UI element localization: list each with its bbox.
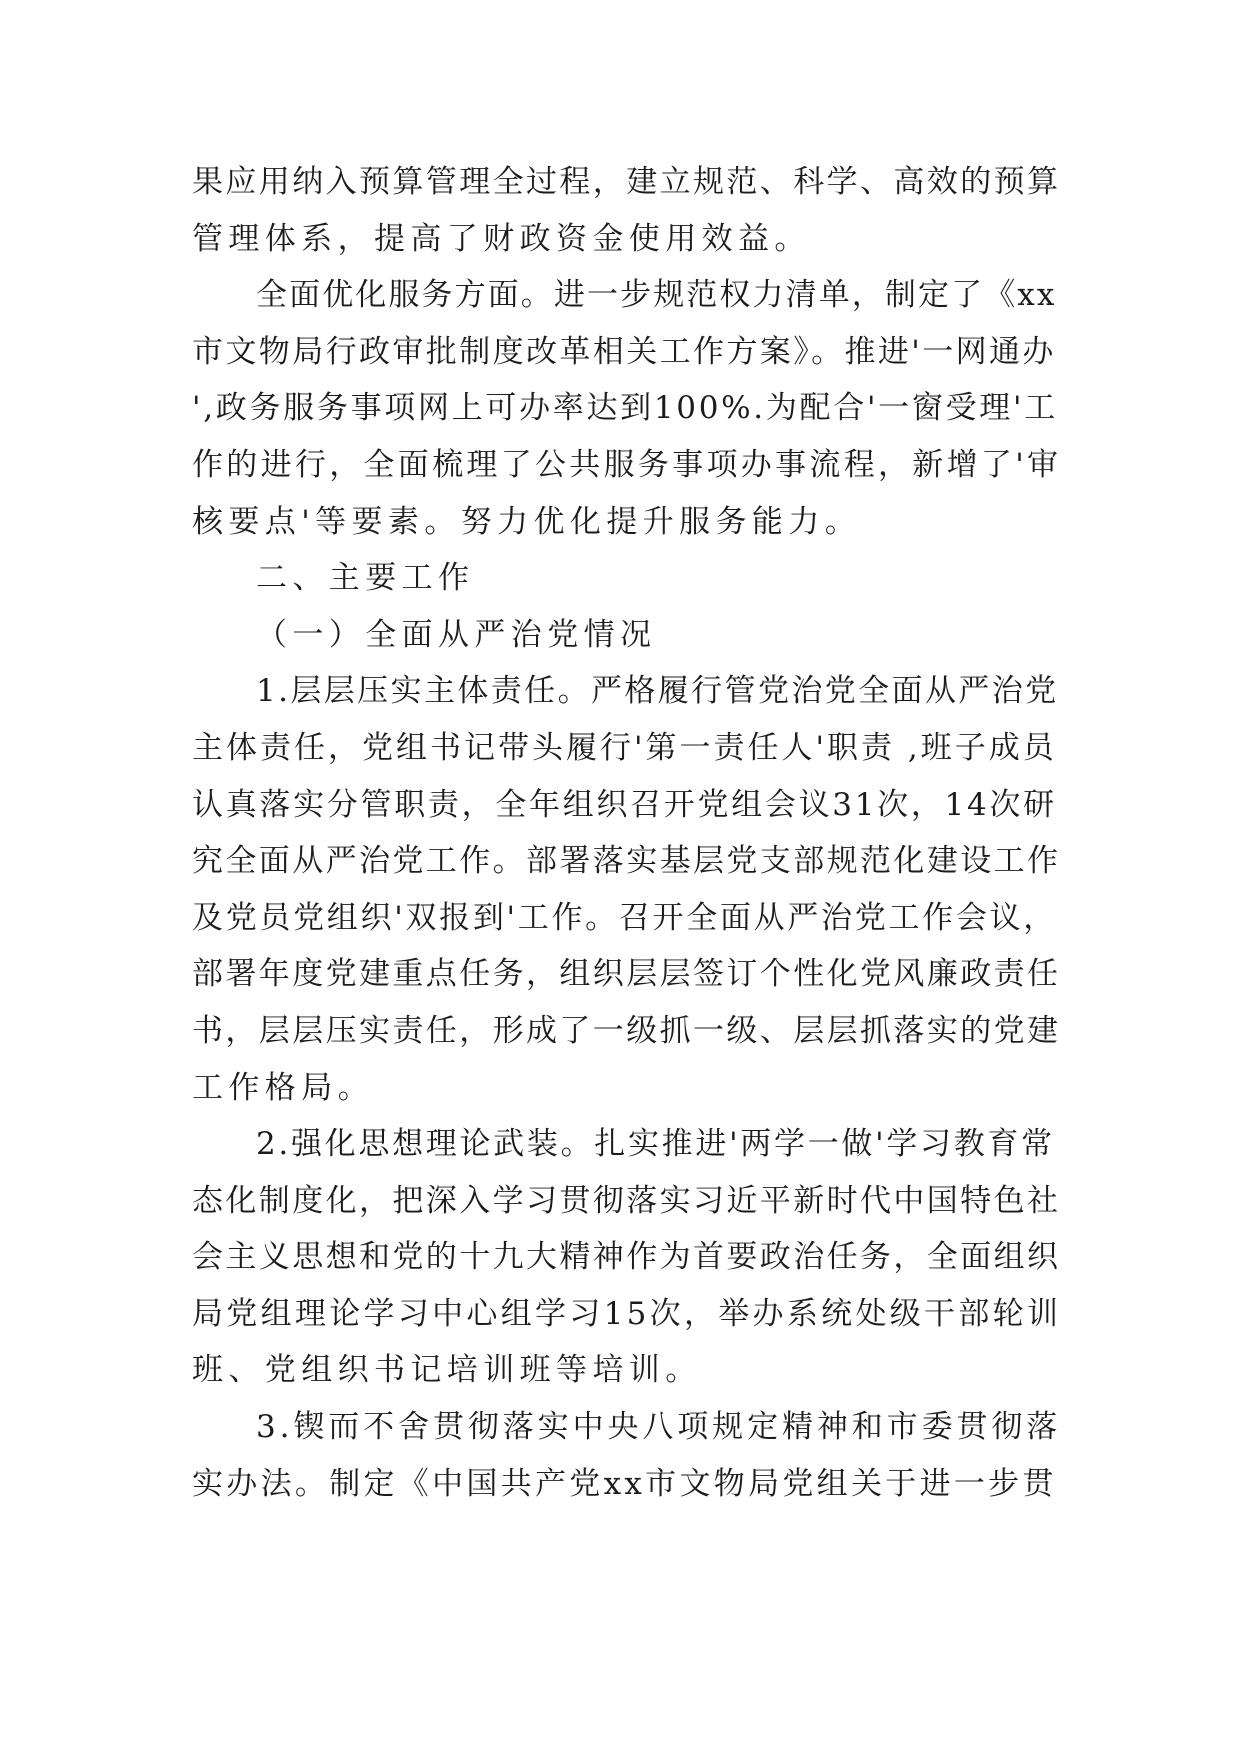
text-line: 书，层层压实责任，形成了一级抓一级、层层抓落实的党建	[192, 1012, 1061, 1049]
text-line: 部署年度党建重点任务，组织层层签订个性化党风廉政责任	[192, 956, 1061, 993]
text-line: 实办法。制定《中国共产党xx市文物局党组关于进一步贯	[192, 1465, 1057, 1502]
text-line: 工作格局。	[192, 1069, 374, 1106]
text-line: 班、党组织书记培训班等培训。	[192, 1352, 702, 1389]
text-line: 究全面从严治党工作。部署落实基层党支部规范化建设工作	[192, 843, 1061, 880]
text-line: 3.锲而不舍贯彻落实中央八项规定精神和市委贯彻落	[256, 1409, 1062, 1446]
text-line: 及党员党组织'双报到'工作。召开全面从严治党工作会议，	[192, 899, 1057, 936]
text-line: 认真落实分管职责，全年组织召开党组会议31次，14次研	[192, 786, 1057, 823]
text-line: ',政务服务事项网上可办率达到100%.为配合'一窗受理'工	[192, 390, 1058, 427]
text-line: 态化制度化，把深入学习贯彻落实习近平新时代中国特色社	[192, 1182, 1061, 1219]
text-line: 市文物局行政审批制度改革相关工作方案》。推进'一网通办	[192, 333, 1056, 370]
text-line: 1.层层压实主体责任。严格履行管党治党全面从严治党	[256, 673, 1059, 710]
text-line: 全面优化服务方面。进一步规范权力清单，制定了《xx	[256, 277, 1057, 314]
text-line: 2.强化思想理论武装。扎实推进'两学一做'学习教育常	[256, 1126, 1055, 1163]
text-line: 管理体系，提高了财政资金使用效益。	[192, 220, 811, 257]
text-line: （一）全面从严治党情况	[256, 616, 657, 653]
text-line: 作的进行，全面梳理了公共服务事项办事流程，新增了'审	[192, 446, 1062, 483]
document-body	[192, 154, 1062, 1512]
text-line: 果应用纳入预算管理全过程，建立规范、科学、高效的预算	[192, 164, 1061, 200]
text-line: 局党组理论学习中心组学习15次，举办系统处级干部轮训	[192, 1295, 1062, 1332]
text-line: 主体责任，党组书记带头履行'第一责任人'职责 ,班子成员	[192, 729, 1057, 766]
text-line: 二、主要工作	[256, 560, 475, 597]
text-line: 核要点'等要素。努力优化提升服务能力。	[192, 503, 862, 540]
text-line: 会主义思想和党的十九大精神作为首要政治任务，全面组织	[192, 1239, 1061, 1276]
